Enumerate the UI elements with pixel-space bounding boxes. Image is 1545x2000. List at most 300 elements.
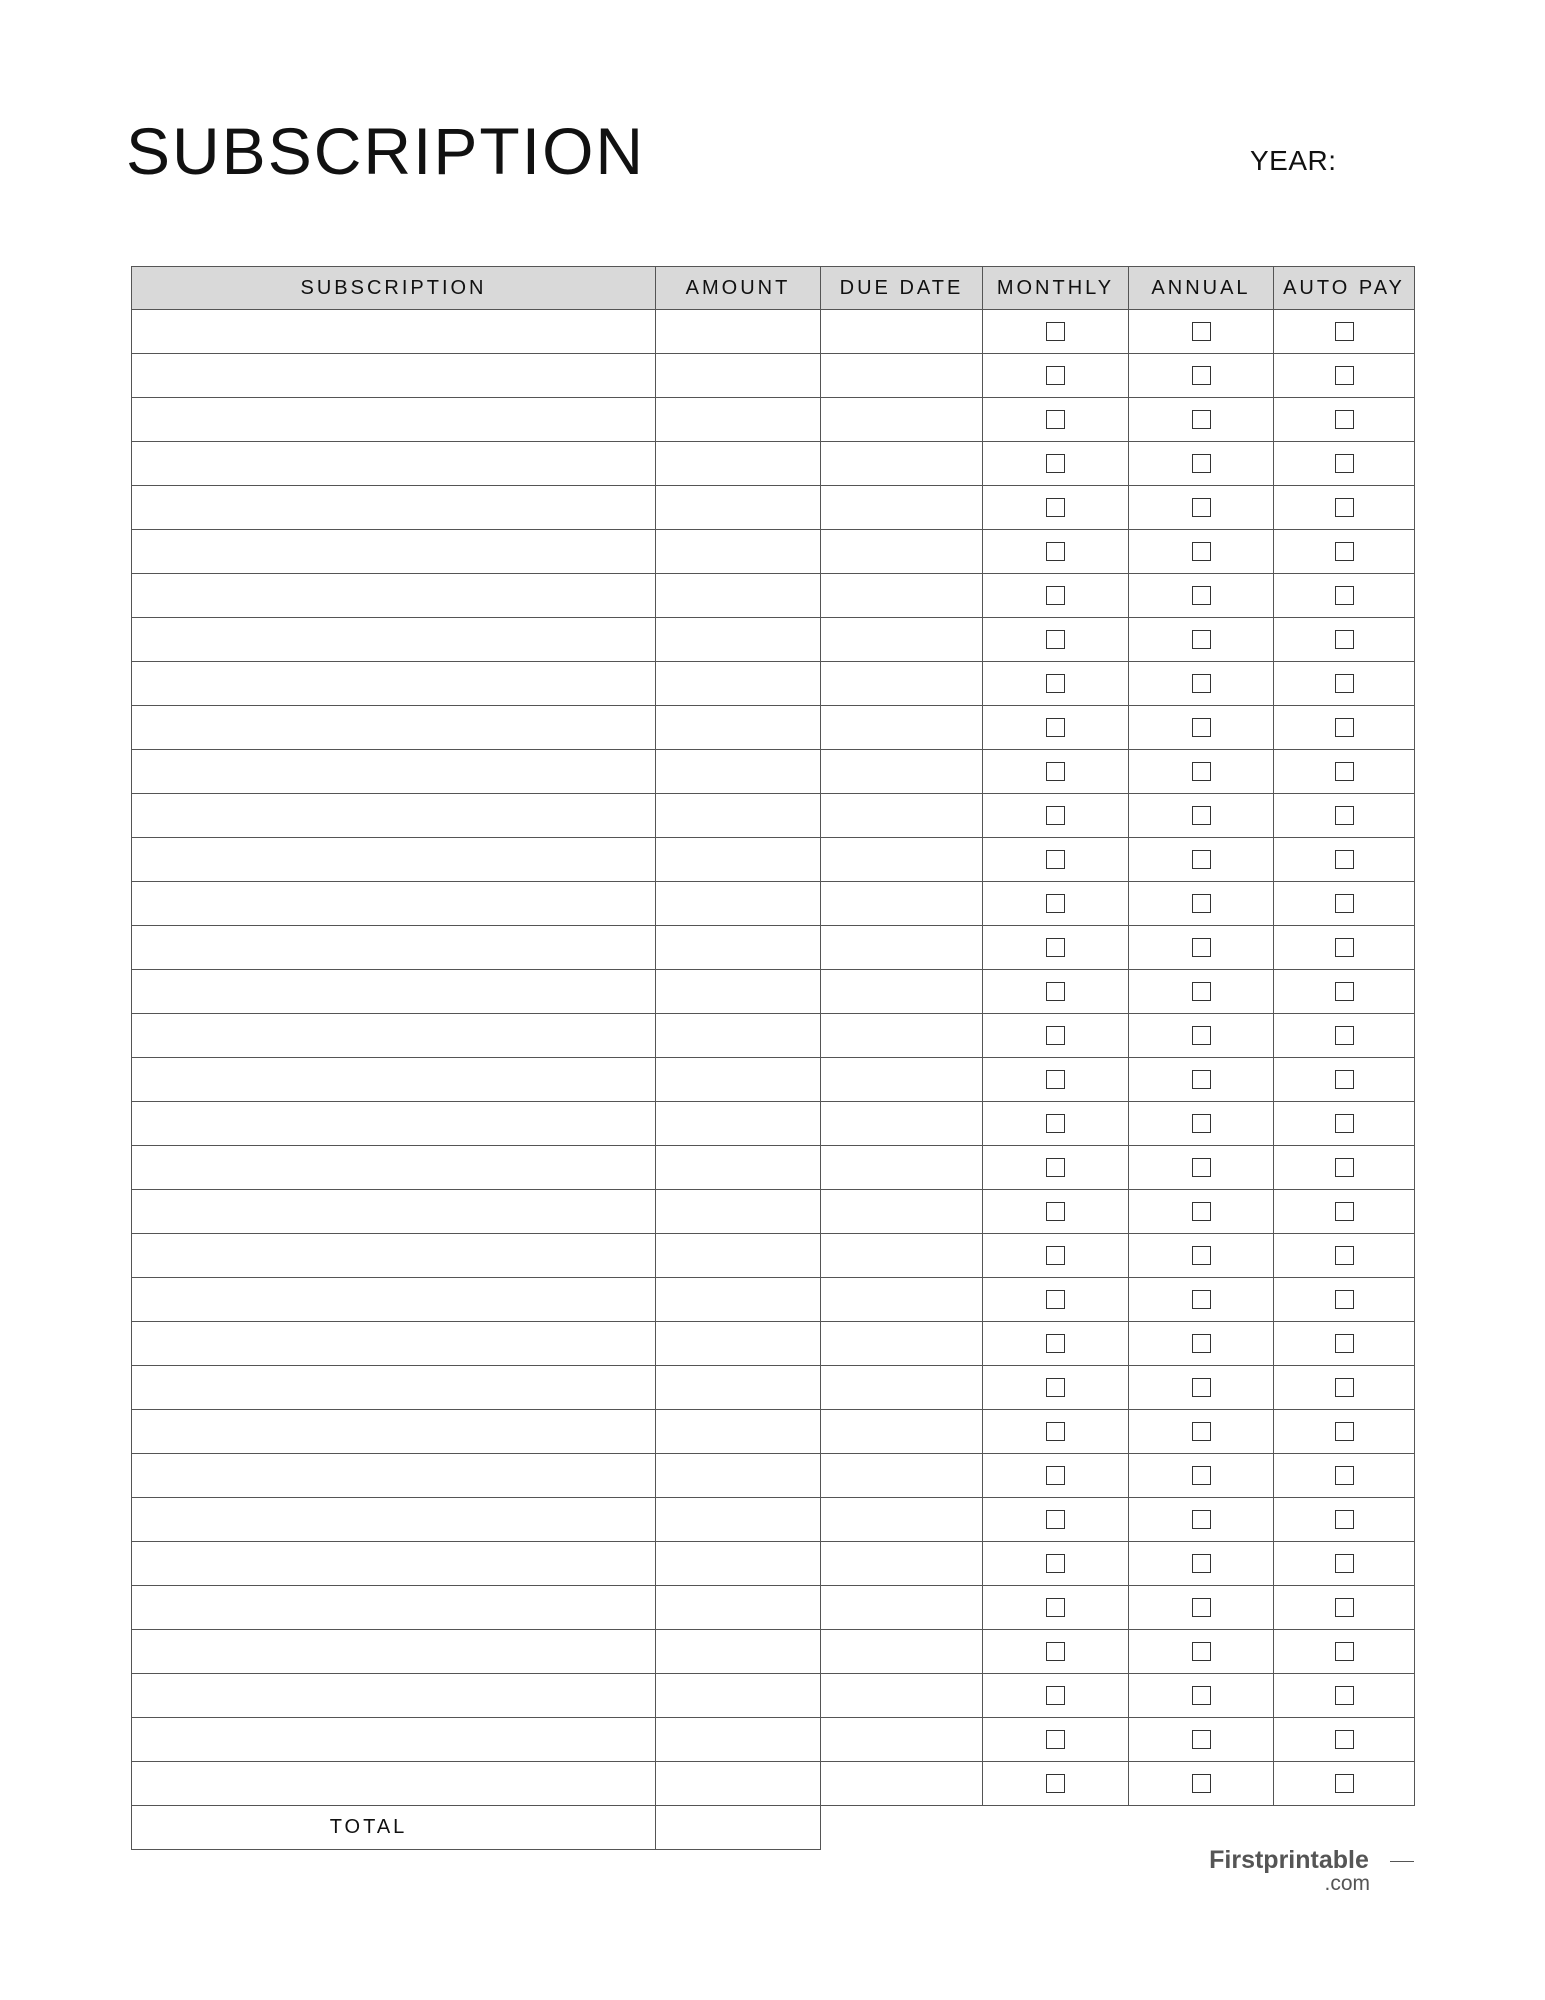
auto-pay-checkbox[interactable] [1335, 410, 1354, 429]
monthly-checkbox[interactable] [1046, 1642, 1065, 1661]
due-date-cell[interactable] [821, 882, 983, 926]
auto-pay-checkbox[interactable] [1335, 1290, 1354, 1309]
due-date-cell[interactable] [821, 486, 983, 530]
amount-cell[interactable] [656, 1014, 821, 1058]
subscription-cell[interactable] [132, 354, 656, 398]
annual-cell [1129, 1718, 1274, 1762]
monthly-checkbox[interactable] [1046, 366, 1065, 385]
annual-cell [1129, 442, 1274, 486]
auto-pay-cell [1274, 1234, 1415, 1278]
due-date-cell[interactable] [821, 1586, 983, 1630]
monthly-cell [983, 794, 1129, 838]
auto-pay-cell [1274, 662, 1415, 706]
auto-pay-checkbox[interactable] [1335, 1070, 1354, 1089]
subscription-cell[interactable] [132, 750, 656, 794]
brand-logo [1176, 1846, 1402, 1894]
monthly-cell [983, 1190, 1129, 1234]
due-date-cell[interactable] [821, 794, 983, 838]
table-row [132, 1542, 1415, 1586]
annual-cell [1129, 1630, 1274, 1674]
auto-pay-checkbox[interactable] [1335, 982, 1354, 1001]
amount-cell[interactable] [656, 662, 821, 706]
table-row [132, 1718, 1415, 1762]
due-date-cell[interactable] [821, 970, 983, 1014]
amount-cell[interactable] [656, 1542, 821, 1586]
table-row [132, 1410, 1415, 1454]
amount-cell[interactable] [656, 310, 821, 354]
auto-pay-checkbox[interactable] [1335, 1422, 1354, 1441]
auto-pay-checkbox[interactable] [1335, 1026, 1354, 1045]
amount-cell[interactable] [656, 354, 821, 398]
auto-pay-cell [1274, 1630, 1415, 1674]
annual-checkbox[interactable] [1192, 542, 1211, 561]
annual-cell [1129, 1366, 1274, 1410]
annual-checkbox[interactable] [1192, 718, 1211, 737]
amount-cell[interactable] [656, 1102, 821, 1146]
table-row [132, 398, 1415, 442]
table-row [132, 1762, 1415, 1806]
auto-pay-checkbox[interactable] [1335, 850, 1354, 869]
auto-pay-checkbox[interactable] [1335, 542, 1354, 561]
annual-cell [1129, 1454, 1274, 1498]
due-date-cell[interactable] [821, 1630, 983, 1674]
annual-checkbox[interactable] [1192, 1070, 1211, 1089]
annual-checkbox[interactable] [1192, 1774, 1211, 1793]
annual-checkbox[interactable] [1192, 1686, 1211, 1705]
subscription-cell[interactable] [132, 1498, 656, 1542]
amount-cell[interactable] [656, 1762, 821, 1806]
subscription-cell[interactable] [132, 838, 656, 882]
annual-checkbox[interactable] [1192, 1642, 1211, 1661]
total-row [132, 1806, 1415, 1850]
monthly-checkbox[interactable] [1046, 982, 1065, 1001]
auto-pay-cell [1274, 1366, 1415, 1410]
monthly-cell [983, 1410, 1129, 1454]
monthly-checkbox[interactable] [1046, 542, 1065, 561]
amount-cell[interactable] [656, 1322, 821, 1366]
auto-pay-cell [1274, 1498, 1415, 1542]
annual-checkbox[interactable] [1192, 938, 1211, 957]
total-amount-cell[interactable] [656, 1806, 821, 1850]
monthly-checkbox[interactable] [1046, 1598, 1065, 1617]
auto-pay-checkbox[interactable] [1335, 1378, 1354, 1397]
monthly-cell [983, 882, 1129, 926]
monthly-cell [983, 1366, 1129, 1410]
monthly-checkbox[interactable] [1046, 718, 1065, 737]
column-header-due-date: DUE DATE [821, 267, 983, 310]
due-date-cell[interactable] [821, 1366, 983, 1410]
annual-checkbox[interactable] [1192, 1290, 1211, 1309]
auto-pay-cell [1274, 574, 1415, 618]
monthly-cell [983, 750, 1129, 794]
table-row [132, 486, 1415, 530]
auto-pay-checkbox[interactable] [1335, 630, 1354, 649]
monthly-cell [983, 1586, 1129, 1630]
monthly-checkbox[interactable] [1046, 322, 1065, 341]
annual-checkbox[interactable] [1192, 762, 1211, 781]
monthly-cell [983, 1102, 1129, 1146]
table-row [132, 926, 1415, 970]
subscription-cell[interactable] [132, 926, 656, 970]
auto-pay-checkbox[interactable] [1335, 1202, 1354, 1221]
amount-cell[interactable] [656, 970, 821, 1014]
monthly-cell [983, 1234, 1129, 1278]
annual-cell [1129, 1014, 1274, 1058]
monthly-checkbox[interactable] [1046, 630, 1065, 649]
auto-pay-checkbox[interactable] [1335, 454, 1354, 473]
amount-cell[interactable] [656, 1410, 821, 1454]
subscription-cell[interactable] [132, 1058, 656, 1102]
annual-cell [1129, 1058, 1274, 1102]
brand-name: Firstprintable [1209, 1846, 1369, 1874]
monthly-checkbox[interactable] [1046, 1158, 1065, 1177]
amount-cell[interactable] [656, 618, 821, 662]
annual-cell [1129, 750, 1274, 794]
monthly-checkbox[interactable] [1046, 586, 1065, 605]
subscription-cell[interactable] [132, 574, 656, 618]
subscription-cell[interactable] [132, 1454, 656, 1498]
monthly-cell [983, 1014, 1129, 1058]
column-header-annual: ANNUAL [1129, 267, 1274, 310]
table-row [132, 1146, 1415, 1190]
table-row [132, 706, 1415, 750]
due-date-cell[interactable] [821, 1498, 983, 1542]
monthly-checkbox[interactable] [1046, 1334, 1065, 1353]
table-row [132, 530, 1415, 574]
subscription-cell[interactable] [132, 706, 656, 750]
due-date-cell[interactable] [821, 1058, 983, 1102]
auto-pay-checkbox[interactable] [1335, 1510, 1354, 1529]
due-date-cell[interactable] [821, 310, 983, 354]
auto-pay-checkbox[interactable] [1335, 1598, 1354, 1617]
annual-checkbox[interactable] [1192, 1026, 1211, 1045]
subscription-cell[interactable] [132, 618, 656, 662]
monthly-checkbox[interactable] [1046, 1422, 1065, 1441]
annual-checkbox[interactable] [1192, 1422, 1211, 1441]
annual-cell [1129, 1762, 1274, 1806]
due-date-cell[interactable] [821, 530, 983, 574]
subscription-cell[interactable] [132, 398, 656, 442]
subscription-cell[interactable] [132, 1674, 656, 1718]
subscription-cell[interactable] [132, 1146, 656, 1190]
auto-pay-cell [1274, 1674, 1415, 1718]
table-row [132, 1322, 1415, 1366]
subscription-cell[interactable] [132, 442, 656, 486]
auto-pay-cell [1274, 1014, 1415, 1058]
due-date-cell[interactable] [821, 1674, 983, 1718]
annual-cell [1129, 1278, 1274, 1322]
due-date-cell[interactable] [821, 662, 983, 706]
table-row [132, 574, 1415, 618]
monthly-checkbox[interactable] [1046, 1202, 1065, 1221]
amount-cell[interactable] [656, 1190, 821, 1234]
auto-pay-checkbox[interactable] [1335, 1246, 1354, 1265]
auto-pay-checkbox[interactable] [1335, 322, 1354, 341]
annual-checkbox[interactable] [1192, 410, 1211, 429]
monthly-cell [983, 1498, 1129, 1542]
auto-pay-checkbox[interactable] [1335, 894, 1354, 913]
due-date-cell[interactable] [821, 838, 983, 882]
monthly-checkbox[interactable] [1046, 762, 1065, 781]
subscription-cell[interactable] [132, 1366, 656, 1410]
table-row [132, 794, 1415, 838]
annual-checkbox[interactable] [1192, 806, 1211, 825]
subscription-cell[interactable] [132, 1234, 656, 1278]
amount-cell[interactable] [656, 1630, 821, 1674]
annual-checkbox[interactable] [1192, 630, 1211, 649]
monthly-checkbox[interactable] [1046, 1510, 1065, 1529]
auto-pay-checkbox[interactable] [1335, 1114, 1354, 1133]
subscription-cell[interactable] [132, 530, 656, 574]
annual-cell [1129, 1410, 1274, 1454]
table-row [132, 1102, 1415, 1146]
annual-checkbox[interactable] [1192, 454, 1211, 473]
column-header-monthly: MONTHLY [983, 267, 1129, 310]
annual-cell [1129, 530, 1274, 574]
auto-pay-cell [1274, 882, 1415, 926]
annual-cell [1129, 838, 1274, 882]
due-date-cell[interactable] [821, 1410, 983, 1454]
annual-cell [1129, 574, 1274, 618]
annual-checkbox[interactable] [1192, 674, 1211, 693]
auto-pay-checkbox[interactable] [1335, 762, 1354, 781]
brand-divider-line [1390, 1861, 1414, 1862]
subscription-cell[interactable] [132, 1322, 656, 1366]
monthly-checkbox[interactable] [1046, 674, 1065, 693]
total-blank-cell [821, 1806, 1415, 1850]
auto-pay-cell [1274, 354, 1415, 398]
amount-cell[interactable] [656, 398, 821, 442]
auto-pay-cell [1274, 310, 1415, 354]
table-row [132, 750, 1415, 794]
amount-cell[interactable] [656, 1366, 821, 1410]
annual-checkbox[interactable] [1192, 894, 1211, 913]
due-date-cell[interactable] [821, 618, 983, 662]
monthly-checkbox[interactable] [1046, 1246, 1065, 1265]
annual-cell [1129, 970, 1274, 1014]
due-date-cell[interactable] [821, 1542, 983, 1586]
auto-pay-checkbox[interactable] [1335, 366, 1354, 385]
auto-pay-cell [1274, 794, 1415, 838]
auto-pay-cell [1274, 926, 1415, 970]
auto-pay-cell [1274, 486, 1415, 530]
amount-cell[interactable] [656, 750, 821, 794]
table-row [132, 354, 1415, 398]
monthly-cell [983, 486, 1129, 530]
amount-cell[interactable] [656, 882, 821, 926]
monthly-cell [983, 706, 1129, 750]
due-date-cell[interactable] [821, 1102, 983, 1146]
monthly-cell [983, 530, 1129, 574]
due-date-cell[interactable] [821, 1718, 983, 1762]
amount-cell[interactable] [656, 486, 821, 530]
annual-checkbox[interactable] [1192, 1246, 1211, 1265]
amount-cell[interactable] [656, 1146, 821, 1190]
subscription-cell[interactable] [132, 1586, 656, 1630]
monthly-cell [983, 1542, 1129, 1586]
table-row [132, 1674, 1415, 1718]
monthly-checkbox[interactable] [1046, 498, 1065, 517]
amount-cell[interactable] [656, 838, 821, 882]
monthly-checkbox[interactable] [1046, 1378, 1065, 1397]
table-row [132, 1234, 1415, 1278]
subscription-cell[interactable] [132, 310, 656, 354]
amount-cell[interactable] [656, 574, 821, 618]
subscription-cell[interactable] [132, 970, 656, 1014]
amount-cell[interactable] [656, 1674, 821, 1718]
table-row [132, 970, 1415, 1014]
annual-cell [1129, 1542, 1274, 1586]
amount-cell[interactable] [656, 1454, 821, 1498]
subscription-cell[interactable] [132, 882, 656, 926]
auto-pay-checkbox[interactable] [1335, 498, 1354, 517]
annual-checkbox[interactable] [1192, 586, 1211, 605]
annual-checkbox[interactable] [1192, 322, 1211, 341]
monthly-checkbox[interactable] [1046, 410, 1065, 429]
monthly-checkbox[interactable] [1046, 1554, 1065, 1573]
monthly-checkbox[interactable] [1046, 1290, 1065, 1309]
subscription-cell[interactable] [132, 1410, 656, 1454]
monthly-checkbox[interactable] [1046, 850, 1065, 869]
monthly-checkbox[interactable] [1046, 1026, 1065, 1045]
due-date-cell[interactable] [821, 1454, 983, 1498]
due-date-cell[interactable] [821, 574, 983, 618]
monthly-checkbox[interactable] [1046, 806, 1065, 825]
due-date-cell[interactable] [821, 706, 983, 750]
annual-checkbox[interactable] [1192, 1730, 1211, 1749]
due-date-cell[interactable] [821, 1234, 983, 1278]
monthly-checkbox[interactable] [1046, 1686, 1065, 1705]
auto-pay-checkbox[interactable] [1335, 1554, 1354, 1573]
annual-checkbox[interactable] [1192, 366, 1211, 385]
monthly-checkbox[interactable] [1046, 1774, 1065, 1793]
amount-cell[interactable] [656, 1058, 821, 1102]
due-date-cell[interactable] [821, 354, 983, 398]
subscription-cell[interactable] [132, 1278, 656, 1322]
subscription-cell[interactable] [132, 1014, 656, 1058]
brand-domain: .com [1324, 1872, 1370, 1895]
due-date-cell[interactable] [821, 750, 983, 794]
subscription-cell[interactable] [132, 1762, 656, 1806]
amount-cell[interactable] [656, 1234, 821, 1278]
auto-pay-cell [1274, 1278, 1415, 1322]
auto-pay-checkbox[interactable] [1335, 1730, 1354, 1749]
subscription-cell[interactable] [132, 1542, 656, 1586]
amount-cell[interactable] [656, 794, 821, 838]
table-row [132, 618, 1415, 662]
due-date-cell[interactable] [821, 1762, 983, 1806]
auto-pay-checkbox[interactable] [1335, 1642, 1354, 1661]
monthly-checkbox[interactable] [1046, 1730, 1065, 1749]
subscription-cell[interactable] [132, 662, 656, 706]
amount-cell[interactable] [656, 926, 821, 970]
annual-checkbox[interactable] [1192, 1202, 1211, 1221]
subscription-cell[interactable] [132, 1630, 656, 1674]
monthly-checkbox[interactable] [1046, 454, 1065, 473]
due-date-cell[interactable] [821, 1322, 983, 1366]
annual-cell [1129, 1498, 1274, 1542]
monthly-cell [983, 838, 1129, 882]
auto-pay-checkbox[interactable] [1335, 806, 1354, 825]
amount-cell[interactable] [656, 706, 821, 750]
subscription-cell[interactable] [132, 1190, 656, 1234]
monthly-checkbox[interactable] [1046, 894, 1065, 913]
monthly-checkbox[interactable] [1046, 938, 1065, 957]
subscription-table [131, 266, 1415, 1850]
amount-cell[interactable] [656, 1278, 821, 1322]
due-date-cell[interactable] [821, 1190, 983, 1234]
subscription-cell[interactable] [132, 1718, 656, 1762]
due-date-cell[interactable] [821, 926, 983, 970]
amount-cell[interactable] [656, 1498, 821, 1542]
auto-pay-cell [1274, 1102, 1415, 1146]
due-date-cell[interactable] [821, 1146, 983, 1190]
auto-pay-checkbox[interactable] [1335, 586, 1354, 605]
monthly-cell [983, 970, 1129, 1014]
table-row [132, 442, 1415, 486]
due-date-cell[interactable] [821, 1014, 983, 1058]
annual-checkbox[interactable] [1192, 1158, 1211, 1177]
monthly-cell [983, 1454, 1129, 1498]
amount-cell[interactable] [656, 442, 821, 486]
due-date-cell[interactable] [821, 398, 983, 442]
auto-pay-cell [1274, 1586, 1415, 1630]
auto-pay-checkbox[interactable] [1335, 1774, 1354, 1793]
annual-checkbox[interactable] [1192, 1378, 1211, 1397]
annual-checkbox[interactable] [1192, 1114, 1211, 1133]
annual-cell [1129, 662, 1274, 706]
monthly-cell [983, 1718, 1129, 1762]
annual-cell [1129, 1190, 1274, 1234]
monthly-cell [983, 618, 1129, 662]
auto-pay-cell [1274, 618, 1415, 662]
monthly-checkbox[interactable] [1046, 1466, 1065, 1485]
amount-cell[interactable] [656, 1718, 821, 1762]
auto-pay-checkbox[interactable] [1335, 674, 1354, 693]
annual-checkbox[interactable] [1192, 1510, 1211, 1529]
auto-pay-cell [1274, 1322, 1415, 1366]
annual-checkbox[interactable] [1192, 498, 1211, 517]
subscription-cell[interactable] [132, 486, 656, 530]
monthly-cell [983, 926, 1129, 970]
auto-pay-cell [1274, 1058, 1415, 1102]
annual-cell [1129, 1102, 1274, 1146]
table-row [132, 1498, 1415, 1542]
auto-pay-cell [1274, 1146, 1415, 1190]
annual-checkbox[interactable] [1192, 1334, 1211, 1353]
auto-pay-checkbox[interactable] [1335, 1686, 1354, 1705]
annual-checkbox[interactable] [1192, 1466, 1211, 1485]
column-header-subscription: SUBSCRIPTION [132, 267, 656, 310]
subscription-cell[interactable] [132, 794, 656, 838]
auto-pay-checkbox[interactable] [1335, 1334, 1354, 1353]
monthly-checkbox[interactable] [1046, 1114, 1065, 1133]
subscription-cell[interactable] [132, 1102, 656, 1146]
monthly-checkbox[interactable] [1046, 1070, 1065, 1089]
annual-checkbox[interactable] [1192, 1554, 1211, 1573]
amount-cell[interactable] [656, 1586, 821, 1630]
annual-checkbox[interactable] [1192, 850, 1211, 869]
annual-checkbox[interactable] [1192, 1598, 1211, 1617]
auto-pay-checkbox[interactable] [1335, 1466, 1354, 1485]
due-date-cell[interactable] [821, 1278, 983, 1322]
auto-pay-checkbox[interactable] [1335, 938, 1354, 957]
auto-pay-checkbox[interactable] [1335, 1158, 1354, 1177]
annual-checkbox[interactable] [1192, 982, 1211, 1001]
auto-pay-checkbox[interactable] [1335, 718, 1354, 737]
due-date-cell[interactable] [821, 442, 983, 486]
amount-cell[interactable] [656, 530, 821, 574]
